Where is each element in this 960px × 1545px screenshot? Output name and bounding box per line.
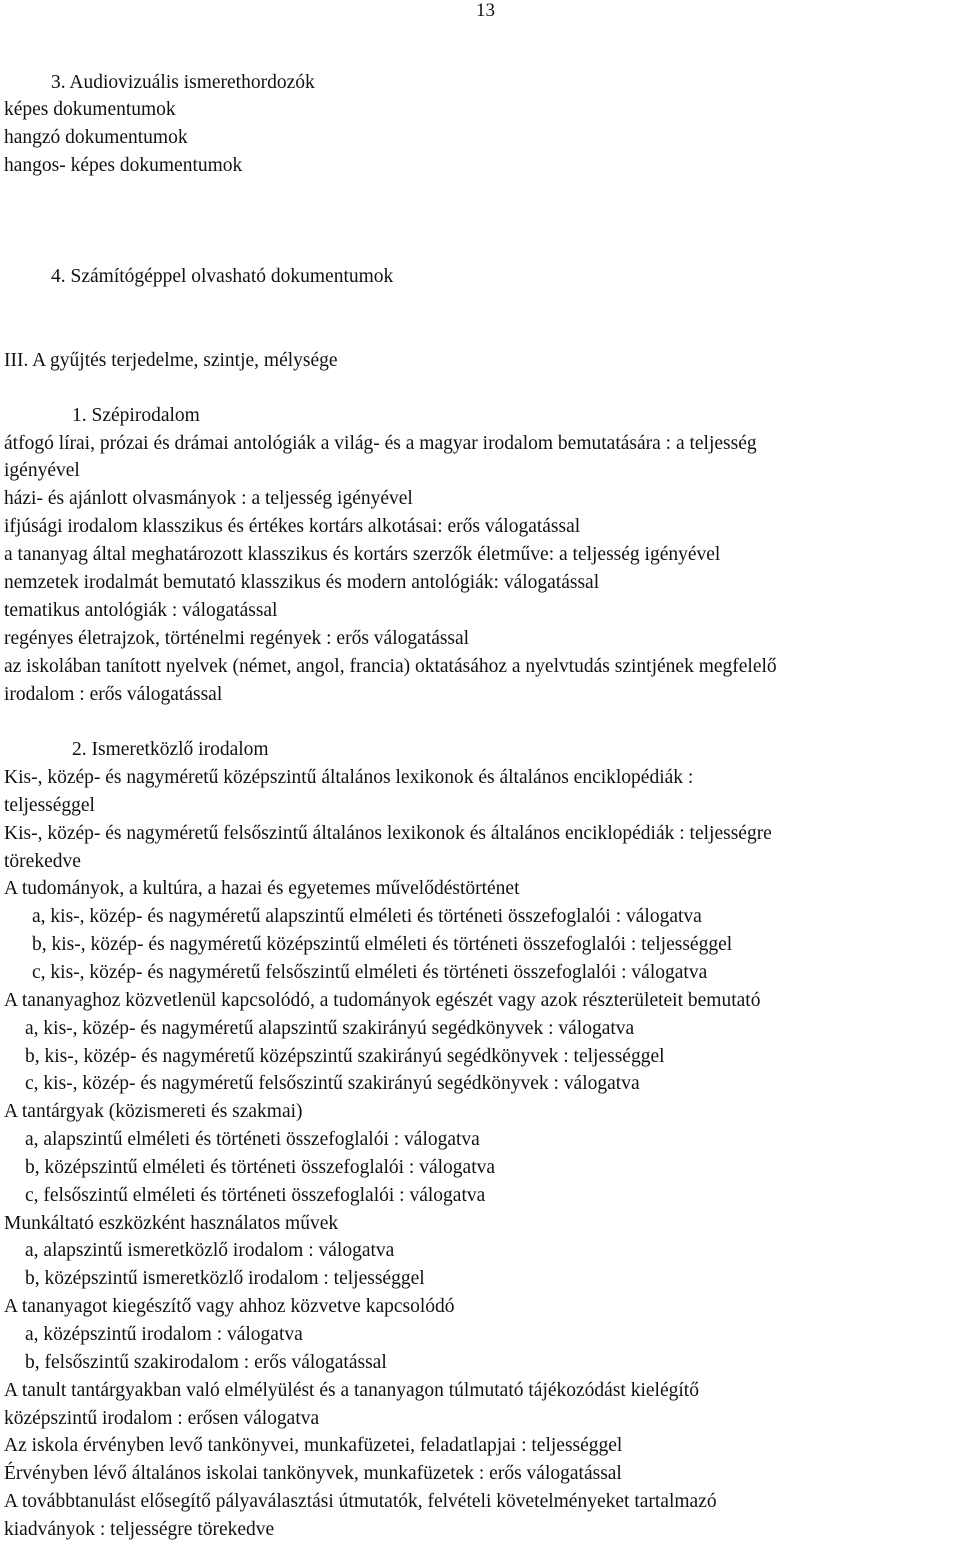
section-2-line: a, alapszintű elméleti és történeti összefoglalói : válogatva: [25, 1129, 480, 1150]
section-2-line: c, felsőszintű elméleti és történeti összefoglalói : válogatva: [25, 1185, 486, 1206]
section-2-line: a, kis-, közép- és nagyméretű alapszintű elméleti és történeti összefoglalói : válogatva: [32, 906, 702, 927]
section-2-line: Érvényben lévő általános iskolai tankönyvek, munkafüzetek : erős válogatással: [4, 1463, 622, 1484]
section-2-line: b, felsőszintű szakirodalom : erős válogatással: [25, 1352, 387, 1373]
section-2-line: c, kis-, közép- és nagyméretű felsőszintű szakirányú segédkönyvek : válogatva: [25, 1073, 640, 1094]
section-3-title: 3. Audiovizuális ismerethordozók: [51, 72, 315, 93]
section-1-line: igényével: [4, 460, 80, 481]
section-2-line: Az iskola érvényben levő tankönyvei, munkafüzetei, feladatlapjai : teljességgel: [4, 1435, 623, 1456]
section-2-line: Munkáltató eszközként használatos művek: [4, 1213, 339, 1234]
section-1-line: a tananyag által meghatározott klasszikus és kortárs szerzők életműve: a teljesség igényével: [4, 544, 721, 565]
section-2-line: c, kis-, közép- és nagyméretű felsőszintű elméleti és történeti összefoglalói : válogatva: [32, 962, 708, 983]
section-2-line: a, középszintű irodalom : válogatva: [25, 1324, 303, 1345]
section-iii-title: III. A gyűjtés terjedelme, szintje, mélysége: [4, 350, 338, 371]
section-2-line: A tantárgyak (közismereti és szakmai): [4, 1101, 303, 1122]
section-1-line: átfogó lírai, prózai és drámai antológiák a világ- és a magyar irodalom bemutatására : a teljesség: [4, 433, 757, 454]
section-1-line: nemzetek irodalmát bemutató klasszikus és modern antológiák: válogatással: [4, 572, 600, 593]
section-2-title: 2. Ismeretközlő irodalom: [72, 739, 269, 760]
section-2-line: kiadványok : teljességre törekedve: [4, 1519, 275, 1540]
section-2-line: A tudományok, a kultúra, a hazai és egyetemes művelődéstörténet: [4, 878, 520, 899]
section-2-line: Kis-, közép- és nagyméretű felsőszintű általános lexikonok és általános enciklopédiák : teljességre: [4, 823, 772, 844]
section-4-title: 4. Számítógéppel olvasható dokumentumok: [51, 266, 394, 287]
section-3-item: képes dokumentumok: [4, 99, 176, 120]
section-2-line: teljességgel: [4, 795, 95, 816]
section-2-line: A továbbtanulást elősegítő pályaválasztási útmutatók, felvételi követelményeket tartalmazó: [4, 1491, 717, 1512]
section-1-line: regényes életrajzok, történelmi regények : erős válogatással: [4, 628, 470, 649]
section-2-line: középszintű irodalom : erősen válogatva: [4, 1408, 320, 1429]
section-2-line: b, kis-, közép- és nagyméretű középszintű elméleti és történeti összefoglalói : teljességgel: [32, 934, 733, 955]
section-1-line: irodalom : erős válogatással: [4, 684, 223, 705]
section-2-line: törekedve: [4, 851, 81, 872]
section-1-line: tematikus antológiák : válogatással: [4, 600, 278, 621]
section-2-line: b, középszintű ismeretközlő irodalom : teljességgel: [25, 1268, 425, 1289]
section-2-line: b, középszintű elméleti és történeti összefoglalói : válogatva: [25, 1157, 496, 1178]
page-number: 13: [476, 0, 495, 21]
section-3-item: hangzó dokumentumok: [4, 127, 188, 148]
section-1-line: házi- és ajánlott olvasmányok : a teljesség igényével: [4, 488, 413, 509]
section-2-line: Kis-, közép- és nagyméretű középszintű általános lexikonok és általános enciklopédiák :: [4, 767, 694, 788]
section-2-line: A tananyagot kiegészítő vagy ahhoz közvetve kapcsolódó: [4, 1296, 455, 1317]
section-2-line: A tanult tantárgyakban való elmélyülést és a tananyagon túlmutató tájékozódást kielégítő: [4, 1380, 699, 1401]
section-2-line: a, alapszintű ismeretközlő irodalom : válogatva: [25, 1240, 395, 1261]
section-3-item: hangos- képes dokumentumok: [4, 155, 243, 176]
section-2-line: A tananyaghoz közvetlenül kapcsolódó, a tudományok egészét vagy azok részterületeit bemutató: [4, 990, 761, 1011]
section-2-line: b, kis-, közép- és nagyméretű középszintű szakirányú segédkönyvek : teljességgel: [25, 1046, 665, 1067]
section-2-line: a, kis-, közép- és nagyméretű alapszintű szakirányú segédkönyvek : válogatva: [25, 1018, 635, 1039]
section-1-line: ifjúsági irodalom klasszikus és értékes kortárs alkotásai: erős válogatással: [4, 516, 581, 537]
section-1-line: az iskolában tanított nyelvek (német, angol, francia) oktatásához a nyelvtudás szintjének megfelelő: [4, 656, 777, 677]
section-1-title: 1. Szépirodalom: [72, 405, 200, 426]
